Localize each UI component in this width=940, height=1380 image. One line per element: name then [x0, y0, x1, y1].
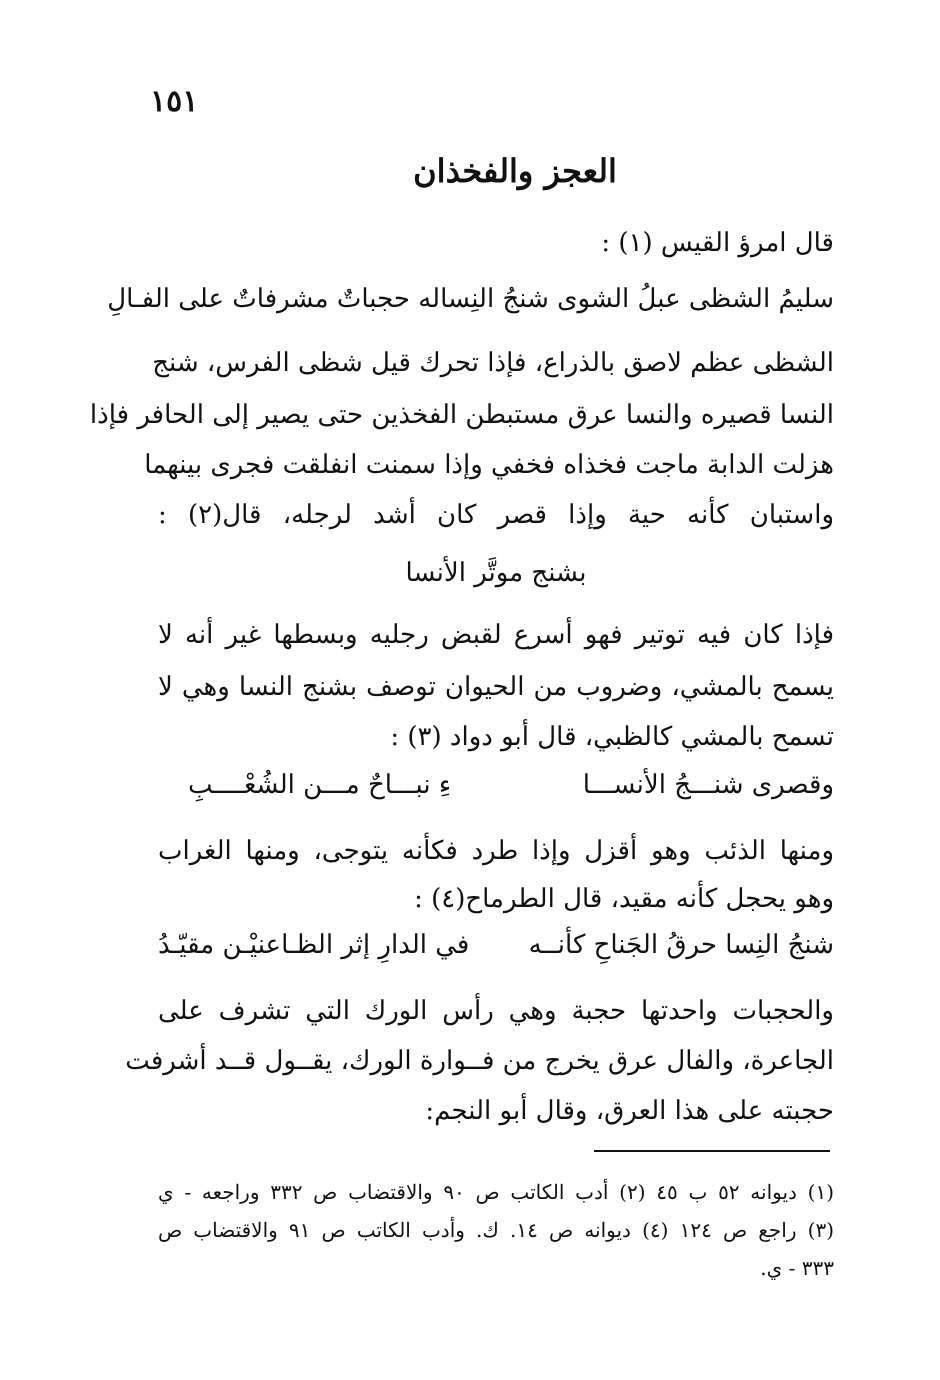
verse-hemistich-first: سليمُ الشظى عبلُ الشوى شنجُ النِسا — [440, 284, 834, 314]
footnote-line: (٣) راجع ص ١٢٤ (٤) ديوانه ص ١٤. ك. وأدب الكاتب ص ٩١ والاقتضاب ص — [158, 1218, 834, 1242]
paragraph-line: والحجبات واحدتها حجبة وهي رأس الورك التي تشرف على — [158, 996, 834, 1026]
footnote-divider — [594, 1150, 830, 1152]
verse-fragment: بشنج موتَّر الأنسا — [405, 558, 587, 588]
paragraph-line: الجاعرة، والفال عرق يخرج من فــوارة الورك، يقــول قــد أشرفت — [125, 1046, 834, 1076]
paragraph-line: وهو يحجل كأنه مقيد، قال الطرماح(٤) : — [414, 884, 834, 914]
verse-hemistich-first: شنجُ النِسا حرقُ الجَناحِ كأنــه — [528, 930, 834, 960]
paragraph-line: هزلت الدابة ماجت فخذاه فخفي وإذا سمنت انفلقت فجرى بينهما — [144, 450, 834, 480]
verse-hemistich-second: ءِ نبـــاحٌ مـــن الشُعْــــبِ — [188, 770, 452, 800]
paragraph-line: ومنها الذئب وهو أقزل وإذا طرد فكأنه يتوجى، ومنها الغراب — [158, 836, 834, 866]
verse-hemistich-first: وقصرى شنـــجُ الأنســـا — [582, 770, 834, 800]
paragraph-line: واستبان كأنه حية وإذا قصر كان أشد لرجله، قال(٢) : — [158, 500, 834, 530]
footnote-line: (١) ديوانه ٥٢ ب ٤٥ (٢) أدب الكاتب ص ٩٠ والاقتضاب ص ٣٣٢ وراجعه - ي — [158, 1180, 835, 1204]
page-number: ١٥١ — [150, 84, 199, 119]
footnote-line: ٣٣٣ - ي. — [760, 1256, 834, 1280]
paragraph-line: الشظى عظم لاصق بالذراع، فإذا تحرك قيل شظى الفرس، شنج — [152, 348, 834, 378]
verse-hemistich-second: له حجباتٌ مشرفاتٌ على الفـالِ — [107, 284, 441, 314]
paragraph-line: تسمح بالمشي كالظبي، قال أبو دواد (٣) : — [390, 722, 834, 752]
paragraph-line: فإذا كان فيه توتير فهو أسرع لقبض رجليه وبسطها غير أنه لا — [158, 620, 834, 650]
paragraph-line: حجبته على هذا العرق، وقال أبو النجم: — [425, 1096, 834, 1126]
verse-hemistich-second: في الدارِ إثر الظـاعنيْـن مقيّـدُ — [158, 930, 470, 960]
verse-line — [107, 284, 834, 314]
paragraph-line: يسمح بالمشي، وضروب من الحيوان توصف بشنج النسا وهي لا — [158, 672, 834, 702]
intro-line: قال امرؤ القيس (١) : — [601, 228, 834, 258]
verse-line — [158, 770, 834, 800]
verse-line — [158, 930, 834, 960]
chapter-title: العجز والفخذان — [413, 152, 617, 190]
paragraph-line: النسا قصيره والنسا عرق مستبطن الفخذين حتى يصير إلى الحافر فإذا — [89, 400, 834, 430]
